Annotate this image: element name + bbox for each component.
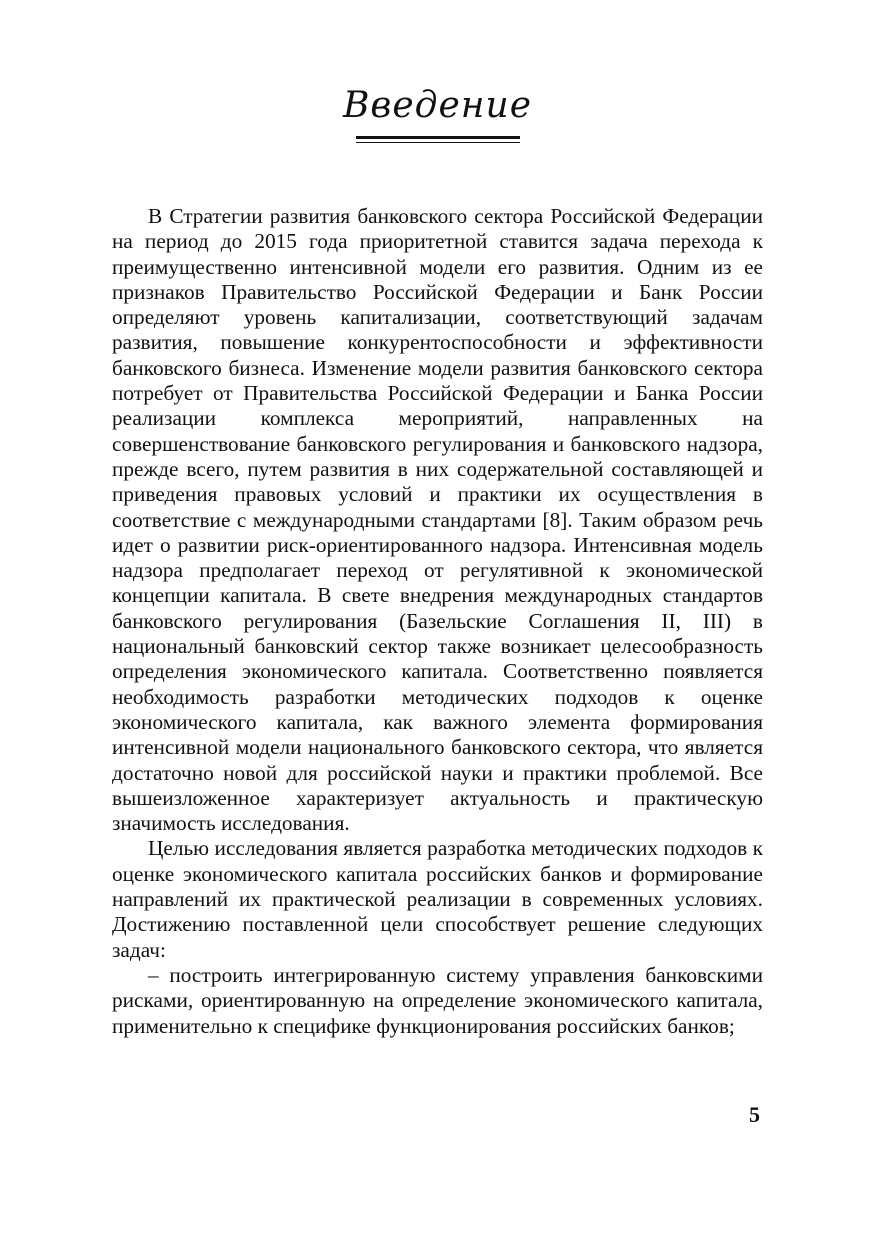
paragraph-intro: В Стратегии развития банковского сектора Российской Федерации на период до 2015 года приоритетной ставится задача перехода к преимущественно интенсивной модели его развития. Одним из ее признаков Правительство Российской Федерации и Банк России определяют уровень капитализации, соответствующий задачам развития, повышение конкурентоспособности и эффективности банковского бизнеса. Изменение модели развития банковского сектора потребует от Правительства Российской Федерации и Банка России реализации комплекса мероприятий, направленных на совершенствование банковского регулирования и банковского надзора, прежде всего, путем развития в них содержательной составляющей и приведения правовых условий и практики их осуществления в соответствие с международными стандартами [8]. Таким образом речь идет о развитии риск-ориентированного надзора. Интенсивная модель надзора предполагает переход от регулятивной к экономической концепции капитала. В свете внедрения международных стандартов банковского регулирования (Базельские Соглашения II, III) в национальный банковский сектор также возникает целесообразность определения экономического капитала. Соответственно появляется необходимость разработки методических подходов к оценке экономического капитала, как важного элемента формирования интенсивной модели национального банковского сектора, что является достаточно новой для российской науки и практики проблемой. Все вышеизложенное характеризует актуальность и практическую значимость исследования. [112, 204, 763, 836]
title-double-rule [356, 136, 520, 143]
body-text [112, 204, 763, 1039]
paragraph-task-item: – построить интегрированную систему управления банковскими рисками, ориентированную на определение экономического капитала, применительно к специфике функционирования российских банков; [112, 962, 763, 1038]
page-title: Введение [342, 85, 533, 126]
page-number: 5 [749, 1102, 760, 1127]
heading-block [0, 84, 875, 143]
paragraph-goal: Целью исследования является разработка методических подходов к оценке экономического капитала российских банков и формирование направлений их практической реализации в современных условиях. Достижению поставленной цели способствует решение следующих задач: [112, 836, 763, 962]
